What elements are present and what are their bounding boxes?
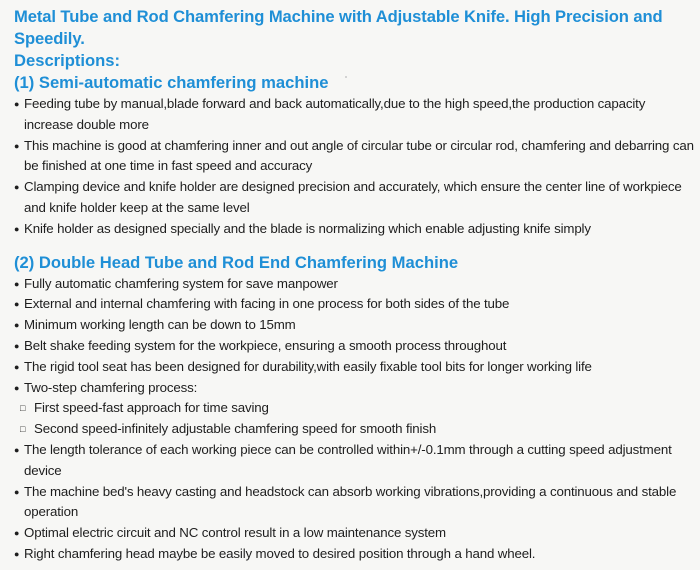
document-page xyxy=(14,6,694,565)
descriptions-label: Descriptions: xyxy=(14,51,121,70)
list-item-text: Knife holder as designed specially and the blade is normalizing which enable adjusting knife simply xyxy=(24,220,591,236)
section-heading: (1) Semi-automatic chamfering machine xyxy=(14,73,329,92)
list-item-text: Clamping device and knife holder are designed precision and accurately, which ensure the center line of workpiece and knife holder keep at the same level xyxy=(24,179,682,215)
bullet-dot-icon: ● xyxy=(14,182,20,193)
list-item xyxy=(14,440,694,482)
list-item-text: External and internal chamfering with facing in one process for both sides of the tube xyxy=(24,296,510,312)
print-speck xyxy=(345,76,347,78)
list-item-text: First speed-fast approach for time saving xyxy=(34,400,269,416)
list-item xyxy=(14,94,694,136)
feature-list xyxy=(14,94,694,240)
list-item xyxy=(14,294,694,315)
bullet-dot-icon: ● xyxy=(14,223,20,234)
square-bullet-icon: □ xyxy=(20,403,26,414)
list-item xyxy=(14,482,694,524)
list-item xyxy=(14,274,694,295)
bullet-dot-icon: ● xyxy=(14,361,20,372)
bullet-dot-icon: ● xyxy=(14,528,20,539)
section-double-head xyxy=(14,252,694,565)
bullet-dot-icon: ● xyxy=(14,278,20,289)
bullet-dot-icon: ● xyxy=(14,382,20,393)
document-title: Metal Tube and Rod Chamfering Machine with Adjustable Knife. High Precision and Speedily. xyxy=(14,7,663,48)
list-item xyxy=(14,378,694,399)
list-item-text: Fully automatic chamfering system for save manpower xyxy=(24,275,338,291)
feature-list xyxy=(14,274,694,565)
list-item-text: Right chamfering head maybe be easily moved to desired position through a hand wheel. xyxy=(24,545,536,561)
list-item-text: Minimum working length can be down to 15mm xyxy=(24,317,296,333)
section-heading: (2) Double Head Tube and Rod End Chamfering Machine xyxy=(14,252,459,272)
list-item-text: This machine is good at chamfering inner and out angle of circular tube or circular rod, chamfering and debarring can be finished at one time in fast speed and accuracy xyxy=(24,137,694,174)
sub-list-item xyxy=(14,398,694,419)
list-item xyxy=(14,177,694,219)
list-item xyxy=(14,336,694,357)
list-item xyxy=(14,523,694,544)
bullet-dot-icon: ● xyxy=(14,99,20,109)
sub-list-item xyxy=(14,419,694,440)
bullet-dot-icon: ● xyxy=(14,140,20,151)
bullet-dot-icon: ● xyxy=(14,444,20,455)
list-item-text: Feeding tube by manual,blade forward and back automatically,due to the high speed,the production capacity increase double more xyxy=(24,96,646,132)
bullet-dot-icon: ● xyxy=(14,486,20,497)
list-item-text: Belt shake feeding system for the workpiece, ensuring a smooth process throughout xyxy=(24,337,507,353)
list-item-text: The rigid tool seat has been designed for durability,with easily fixable tool bits for longer working life xyxy=(24,358,592,374)
square-bullet-icon: □ xyxy=(20,424,26,435)
list-item-text: Optimal electric circuit and NC control result in a low maintenance system xyxy=(24,525,446,541)
list-item xyxy=(14,219,694,240)
list-item-text: The machine bed's heavy casting and headstock can absorb working vibrations,providing a continuous and stable operation xyxy=(24,483,677,520)
bullet-dot-icon: ● xyxy=(14,299,20,310)
bullet-dot-icon: ● xyxy=(14,548,20,559)
bullet-dot-icon: ● xyxy=(14,320,20,331)
list-item xyxy=(14,315,694,336)
list-item-text: Second speed-infinitely adjustable chamfering speed for smooth finish xyxy=(34,421,437,437)
section-semi-automatic xyxy=(14,72,694,240)
list-item xyxy=(14,544,694,565)
list-item xyxy=(14,136,694,178)
list-item-text: Two-step chamfering process: xyxy=(24,379,198,395)
list-item-text: The length tolerance of each working piece can be controlled within+/-0.1mm through a cutting speed adjustment device xyxy=(24,441,672,478)
bullet-dot-icon: ● xyxy=(14,340,20,351)
list-item xyxy=(14,357,694,378)
